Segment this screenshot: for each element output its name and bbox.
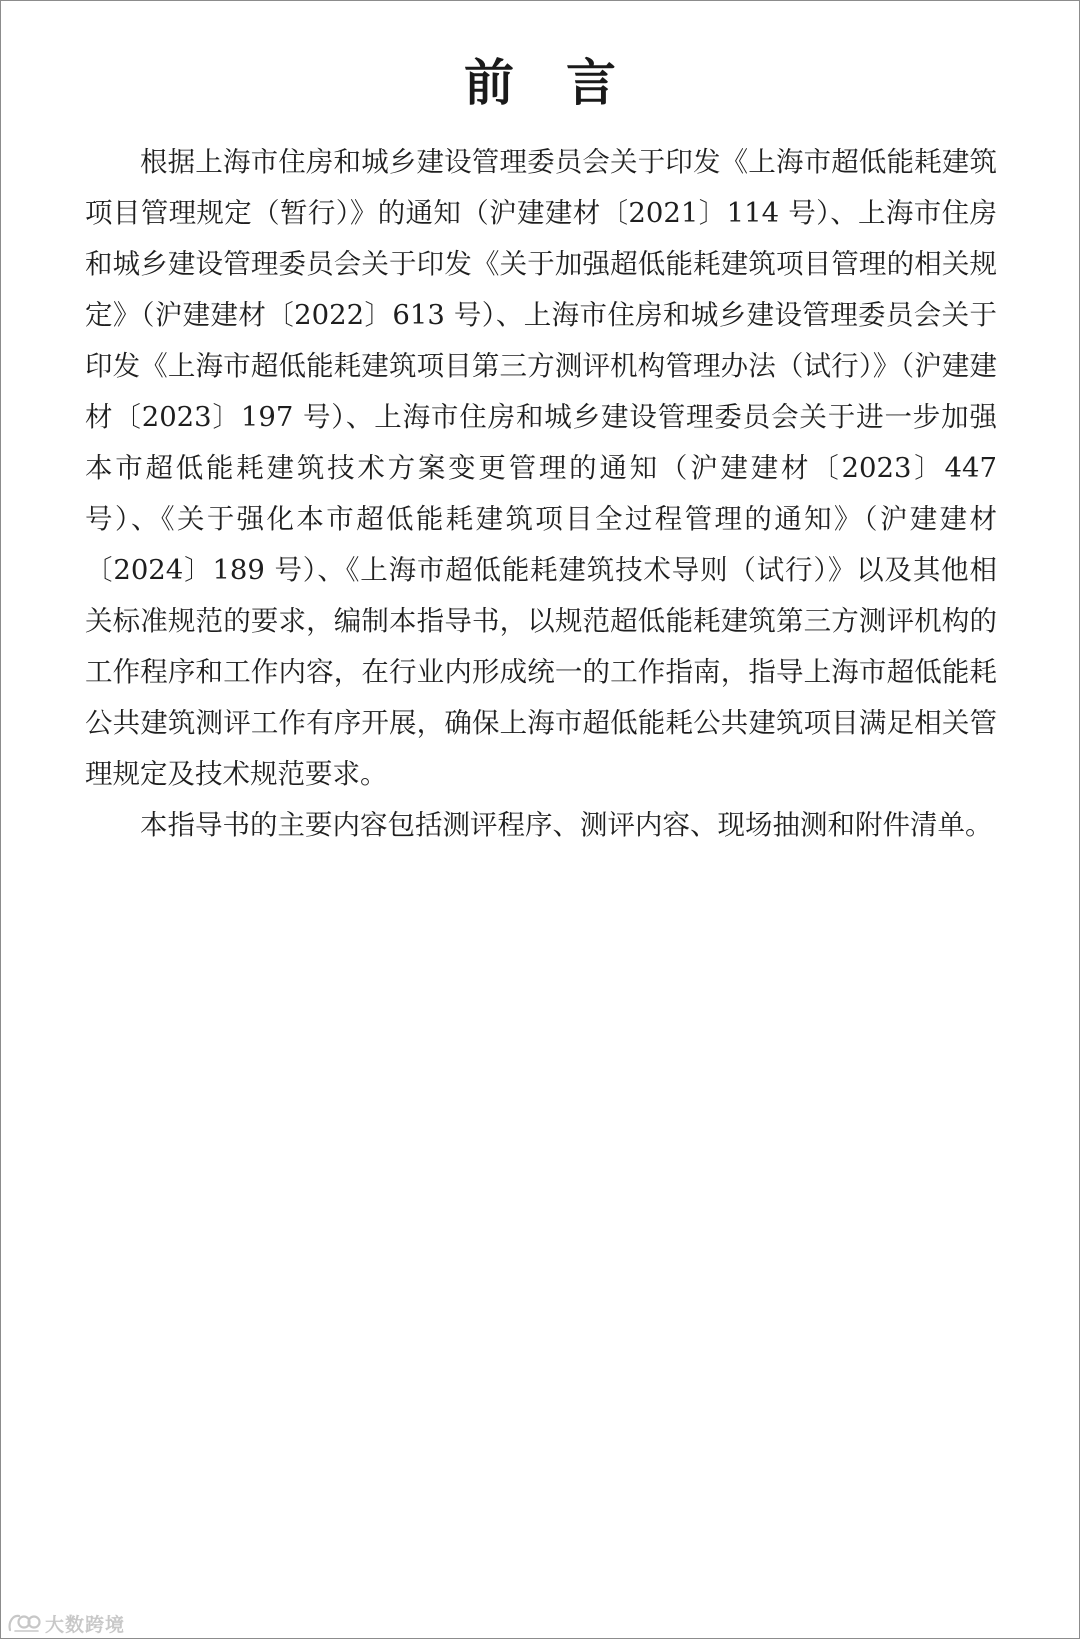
preface-body (85, 137, 997, 851)
paragraph-2: 本指导书的主要内容包括测评程序、测评内容、现场抽测和附件清单。 (140, 809, 993, 841)
watermark-text: 大数跨境 (45, 1613, 126, 1636)
page-title: 前言 (464, 53, 668, 112)
watermark (7, 1610, 125, 1636)
paragraph-1: 根据上海市住房和城乡建设管理委员会关于印发《上海市超低能耗建筑项目管理规定（暂行）》的通知（沪建建材〔2021〕114 号）、上海市住房和城乡建设管理委员会关于印发《关于加强超低能耗建筑项目管理的相关规定》（沪建建材〔2022〕613 号）、上海市住房和城乡建设管理委员会关于印发《上海市超低能耗建筑项目第三方测评机构管理办法（试行）》（沪建建材〔2023〕197 号）、上海市住房和城乡建设管理委员会关于进一步加强本市超低能耗建筑技术方案变更管理的通知（沪建建材〔2023〕447 号）、《关于强化本市超低能耗建筑项目全过程管理的通知》（沪建建材〔2024〕189 号）、《上海市超低能耗建筑技术导则（试行）》以及其他相关标准规范的要求，编制本指导书，以规范超低能耗建筑第三方测评机构的工作程序和工作内容，在行业内形成统一的工作指南，指导上海市超低能耗公共建筑测评工作有序开展，确保上海市超低能耗公共建筑项目满足相关管理规定及技术规范要求。 (85, 146, 997, 790)
brand-logo-icon (7, 1612, 41, 1634)
